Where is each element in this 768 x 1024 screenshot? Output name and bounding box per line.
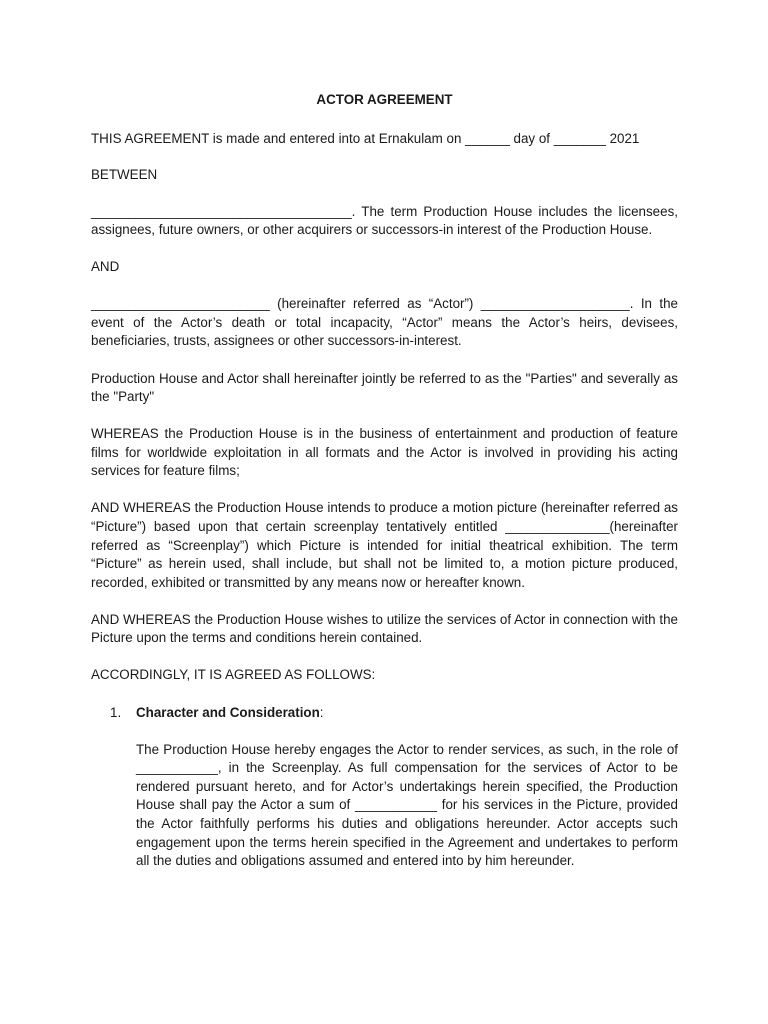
section-1-body: The Production House hereby engages the Actor to render services, as such, in the role of ___________, in the Screenplay. As full compensation for the services of Actor to be rendered pursuant hereto, and for Actor’s undertakings herein specified, the Production House shall pay the Actor a sum of ___________ for his services in the Picture, provided the Actor faithfully performs his duties and obligations hereunder. Actor accepts such engagement upon the terms herein specified in the Agreement and undertakes to perform all the duties and obligations assumed and entered into by him hereunder. (136, 741, 678, 869)
between-label: BETWEEN (91, 167, 158, 183)
accordingly-paragraph: ACCORDINGLY, IT IS AGREED AS FOLLOWS: (91, 667, 376, 683)
party-one-paragraph: ___________________________________. The term Production House includes the licensees, assignees, future owners, or other acquirers or successors-in interest of the Production House. (91, 203, 678, 238)
parties-clause-paragraph: Production House and Actor shall hereinafter jointly be referred to as the "Parties" and severally as the "Party" (91, 370, 678, 405)
section-heading-suffix: : (319, 704, 324, 720)
section-number: 1. (110, 704, 122, 720)
section-heading (136, 704, 324, 723)
section-heading-text: Character and Consideration (136, 704, 320, 720)
whereas-paragraph-3: AND WHEREAS the Production House wishes to utilize the services of Actor in connection with the Picture upon the terms and conditions herein contained. (91, 611, 678, 646)
intro-paragraph: THIS AGREEMENT is made and entered into at Ernakulam on ______ day of _______ 2021 (91, 130, 640, 146)
party-two-paragraph: ________________________ (hereinafter referred as “Actor”) ____________________. In the event of the Actor’s death or total incapacity, “Actor” means the Actor’s heirs, devisees, beneficiaries, trusts, assignees or other successors-in-interest. (91, 296, 678, 349)
section-1-heading (91, 704, 678, 723)
whereas-paragraph-1: WHEREAS the Production House is in the business of entertainment and production of feature films for worldwide exploitation in all formats and the Actor is involved in providing his acting services for feature films; (91, 426, 678, 479)
whereas-paragraph-2: AND WHEREAS the Production House intends to produce a motion picture (hereinafter referred as “Picture”) based upon that certain screenplay tentatively entitled ______________(hereinafter referred as “Screenplay”) which Picture is intended for initial theatrical exhibition. The term “Picture” as herein used, shall include, but shall not be limited to, a motion picture produced, recorded, exhibited or transmitted by any means now or hereafter known. (91, 500, 678, 590)
document-title: ACTOR AGREEMENT (316, 92, 453, 107)
and-label: AND (91, 259, 120, 275)
